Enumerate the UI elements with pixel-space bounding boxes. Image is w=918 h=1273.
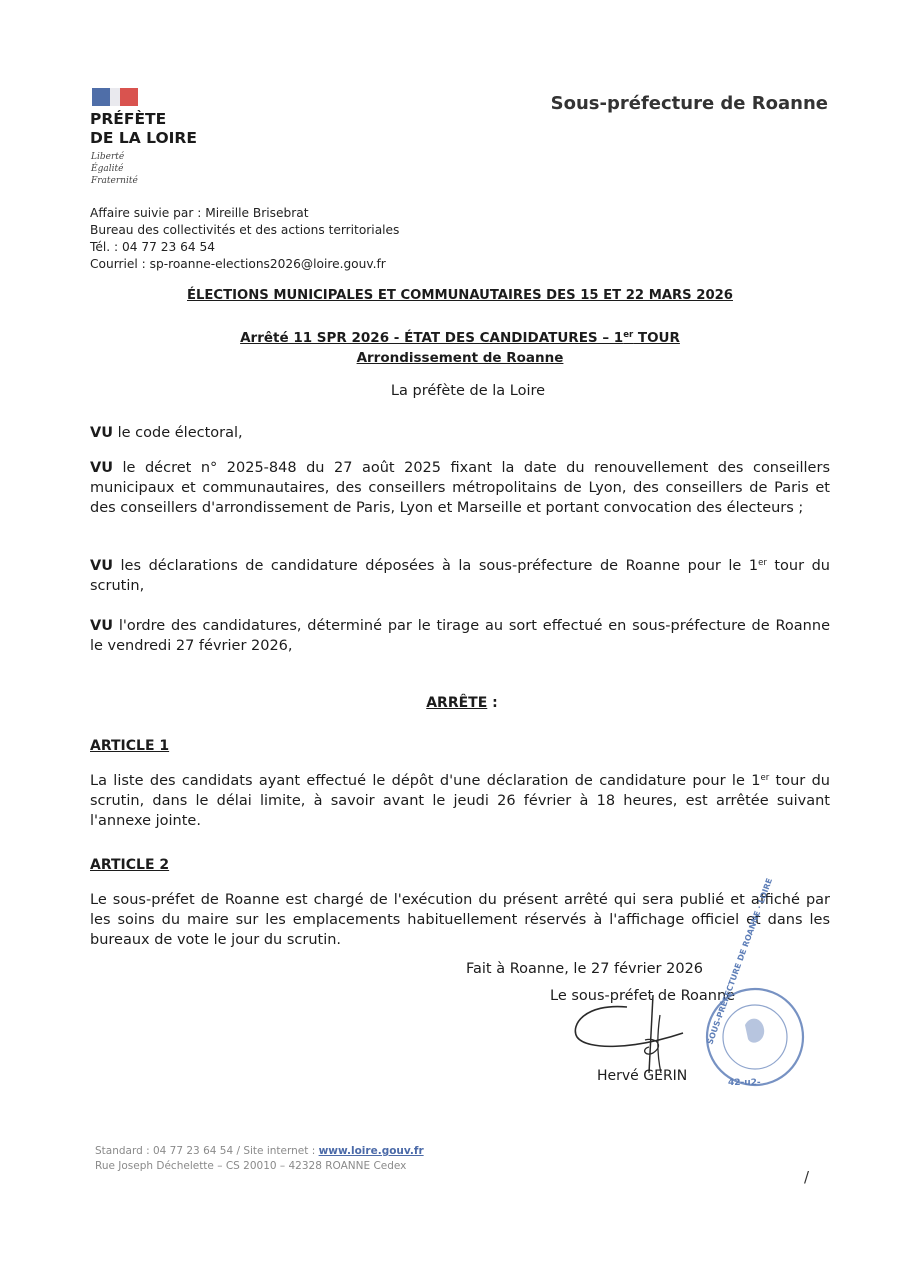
footer-line-1 (95, 1144, 424, 1159)
vu-label: VU (90, 618, 113, 634)
stamp-date: 42-u2- (728, 1078, 761, 1088)
vu-text-3-sup: er (758, 558, 767, 568)
vu-paragraph-1 (90, 423, 830, 443)
arrete-heading (12, 695, 912, 711)
vu-text-1: le code électoral, (113, 425, 243, 441)
footer (95, 1144, 424, 1174)
marianne-logo (92, 88, 138, 106)
article-1-text (90, 771, 830, 831)
main-title: ÉLECTIONS MUNICIPALES ET COMMUNAUTAIRES DES 15 ET 22 MARS 2026 (187, 288, 733, 303)
republic-motto (91, 151, 138, 187)
article-1-text-b: tour du scrutin, dans le délai limite, à savoir avant le jeudi 26 février à 18 heures, est arrêtée suivant l'annexe jointe. (90, 773, 830, 829)
contact-bureau: Bureau des collectivités et des actions territoriales (90, 223, 400, 237)
decree-suffix: TOUR (633, 330, 680, 346)
signatory-role: Le sous-préfet de Roanne (550, 988, 736, 1004)
place-date: Fait à Roanne, le 27 février 2026 (466, 961, 704, 977)
stamp-ring-text: SOUS-PRÉFECTURE DE ROANNE · LOIRE (705, 876, 775, 1046)
vu-text-2: le décret n° 2025-848 du 27 août 2025 fixant la date du renouvellement des conseillers municipaux et communautaires, des conseillers métropolitains de Lyon, des conseillers de Paris et des conseillers d'arrondissement de Paris, Lyon et Marseille et portant convocation des électeurs ; (90, 460, 830, 516)
footer-address: Rue Joseph Déchelette – CS 20010 – 42328 ROANNE Cedex (95, 1160, 407, 1172)
contact-phone: Tél. : 04 77 23 64 54 (90, 240, 216, 254)
arrete-label: ARRÊTE (426, 695, 488, 711)
decree-title (10, 328, 910, 368)
motto-fraternite: Fraternité (91, 176, 138, 186)
authority-line: La préfète de la Loire (390, 383, 546, 399)
prefecture-title (90, 110, 197, 148)
article-1-sup: er (760, 773, 770, 783)
office-name: Sous-préfecture de Roanne (550, 93, 828, 114)
motto-liberte: Liberté (91, 152, 125, 162)
page-mark: / (804, 1168, 810, 1186)
article-2-text: Le sous-préfet de Roanne est chargé de l'exécution du présent arrêté qui sera publié et affiché par les soins du maire sur les emplacements habituellement réservés à l'affichage officiel et dans les bureaux de vote le jour du scrutin. (90, 892, 830, 948)
decree-number-line (10, 328, 910, 348)
contact-email: Courriel : sp-roanne-elections2026@loire.gouv.fr (90, 257, 386, 271)
contact-block (90, 205, 399, 273)
arrete-colon: : (487, 695, 498, 711)
motto-egalite: Égalité (91, 164, 124, 174)
handwritten-signature (565, 985, 705, 1075)
article-1-title: ARTICLE 1 (90, 738, 170, 754)
flag-blue-band (92, 88, 110, 106)
footer-standard: Standard : 04 77 23 64 54 / Site internet : (95, 1145, 319, 1157)
vu-label: VU (90, 425, 113, 441)
vu-label: VU (90, 558, 113, 574)
vu-paragraph-3 (90, 556, 830, 596)
flag-white-band (110, 88, 120, 106)
website-link[interactable]: www.loire.gouv.fr (318, 1145, 424, 1157)
vu-label: VU (90, 460, 113, 476)
decree-sup: er (623, 330, 634, 340)
article-2-title: ARTICLE 2 (90, 857, 170, 873)
vu-text-3a: les déclarations de candidature déposées à la sous-préfecture de Roanne pour le 1 (113, 558, 759, 574)
signatory-name: Hervé GERIN (597, 1068, 688, 1084)
vu-text-4: l'ordre des candidatures, déterminé par le tirage au sort effectué en sous-préfecture de Roanne le vendredi 27 février 2026, (90, 618, 830, 654)
flag-red-band (120, 88, 138, 106)
article-1-text-a: La liste des candidats ayant effectué le dépôt d'une déclaration de candidature pour le 1 (90, 773, 761, 789)
vu-text-3b: tour du scrutin, (90, 558, 830, 594)
vu-paragraph-4 (90, 616, 830, 656)
contact-person: Affaire suivie par : Mireille Brisebrat (90, 206, 309, 220)
vu-paragraph-2 (90, 458, 830, 518)
arrondissement-line: Arrondissement de Roanne (356, 350, 564, 366)
decree-prefix: Arrêté 11 SPR 2026 - ÉTAT DES CANDIDATURES – 1 (240, 330, 624, 346)
official-stamp (700, 876, 810, 1095)
logo-line-1: PRÉFÈTE (90, 110, 167, 128)
logo-line-2: DE LA LOIRE (90, 129, 197, 147)
